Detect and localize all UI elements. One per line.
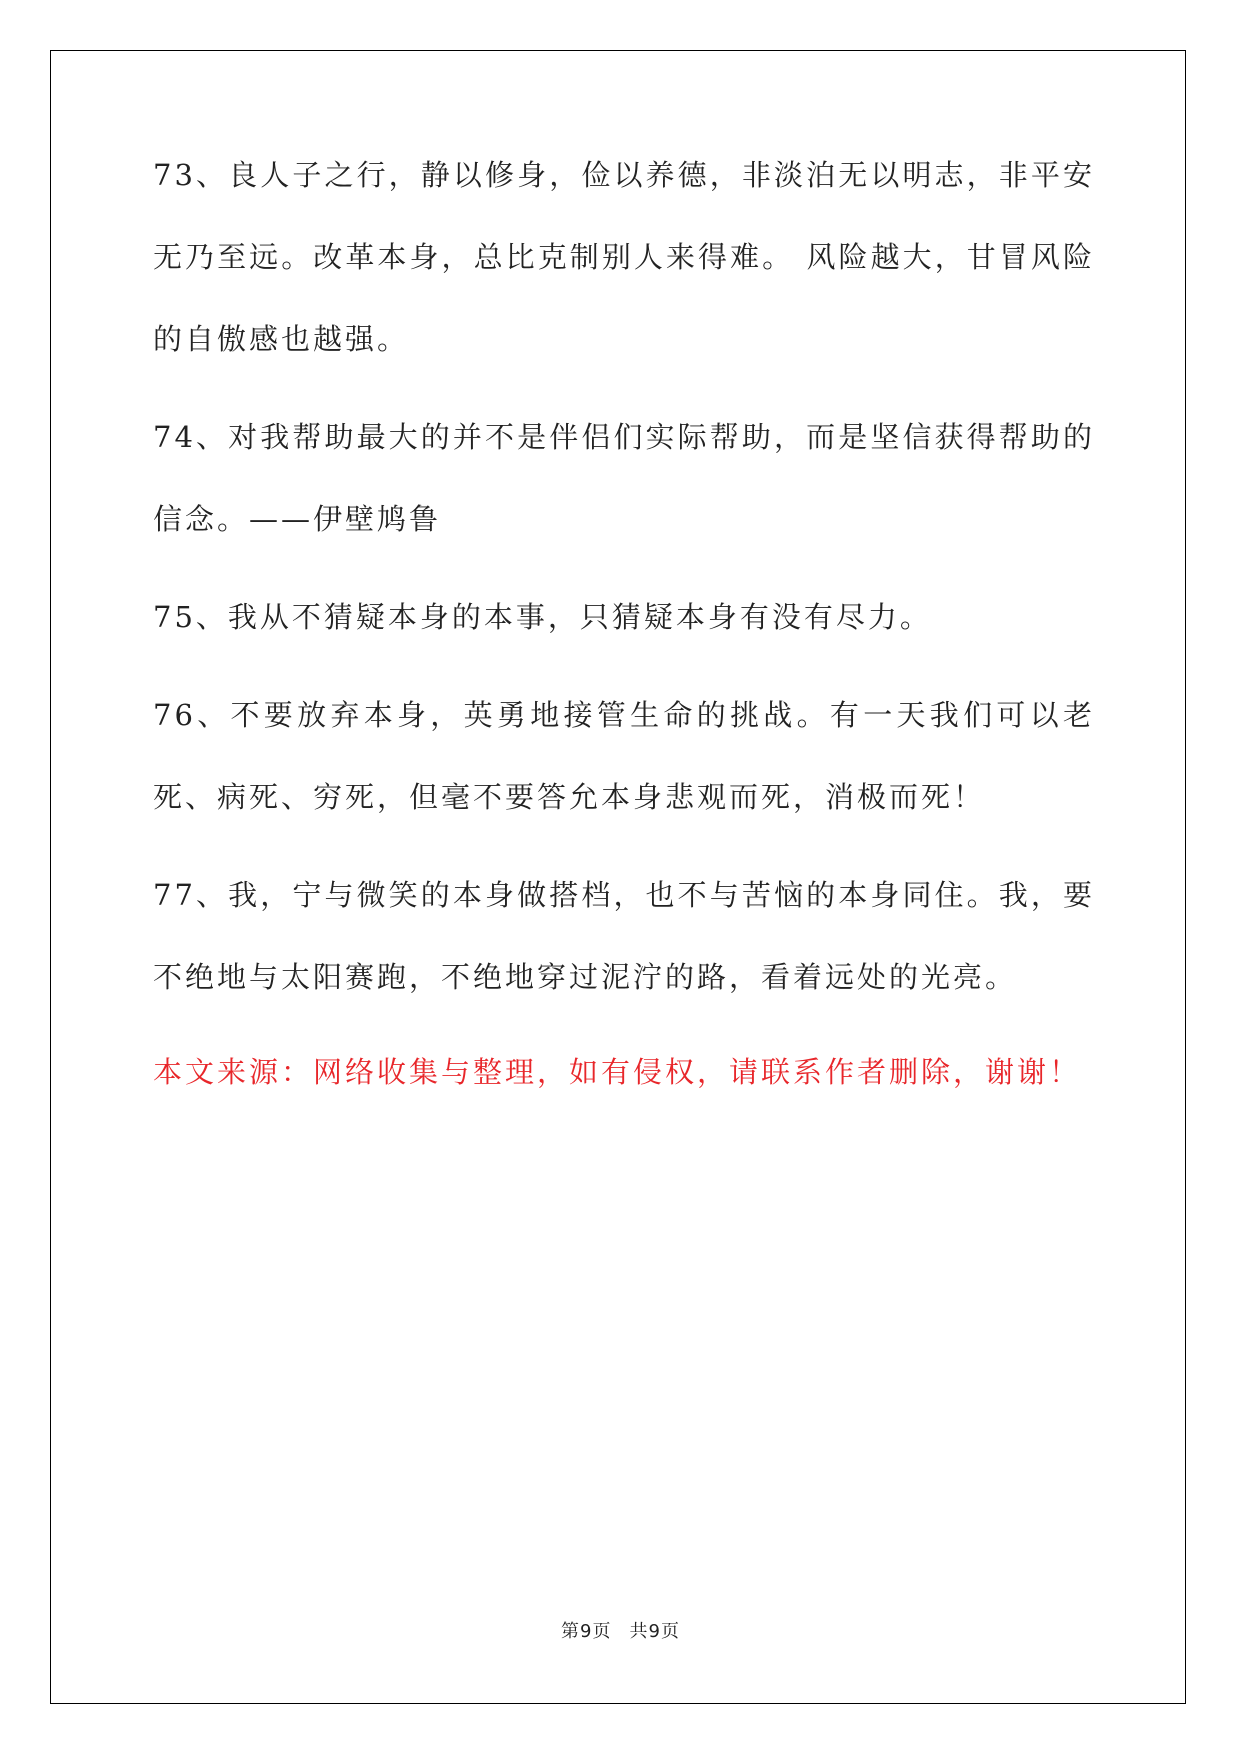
paragraph-76: 76、不要放弃本身，英勇地接管生命的挑战。有一天我们可以老死、病死、穷死，但毫不要答允本身悲观而死，消极而死！ <box>153 698 1095 814</box>
paragraph-73: 73、良人子之行，静以修身，俭以养德，非淡泊无以明志，非平安无乃至远。改革本身，总比克制别人来得难。 风险越大，甘冒风险的自傲感也越强。 <box>153 158 1095 356</box>
paragraph-74: 74、对我帮助最大的并不是伴侣们实际帮助，而是坚信获得帮助的信念。——伊壁鸠鲁 <box>153 420 1095 536</box>
source-note: 本文来源：网络收集与整理，如有侵权，请联系作者删除，谢谢！ <box>153 1055 1082 1089</box>
paragraph-77: 77、我，宁与微笑的本身做搭档，也不与苦恼的本身同住。我，要不绝地与太阳赛跑，不绝地穿过泥泞的路，看着远处的光亮。 <box>153 878 1095 994</box>
paragraph-75: 75、我从不猜疑本身的本事，只猜疑本身有没有尽力。 <box>153 600 932 634</box>
page-footer <box>0 1617 1241 1643</box>
current-page-label: 第9页 <box>561 1621 612 1642</box>
total-pages-label: 共9页 <box>629 1621 680 1642</box>
document-body <box>153 160 1095 1034</box>
